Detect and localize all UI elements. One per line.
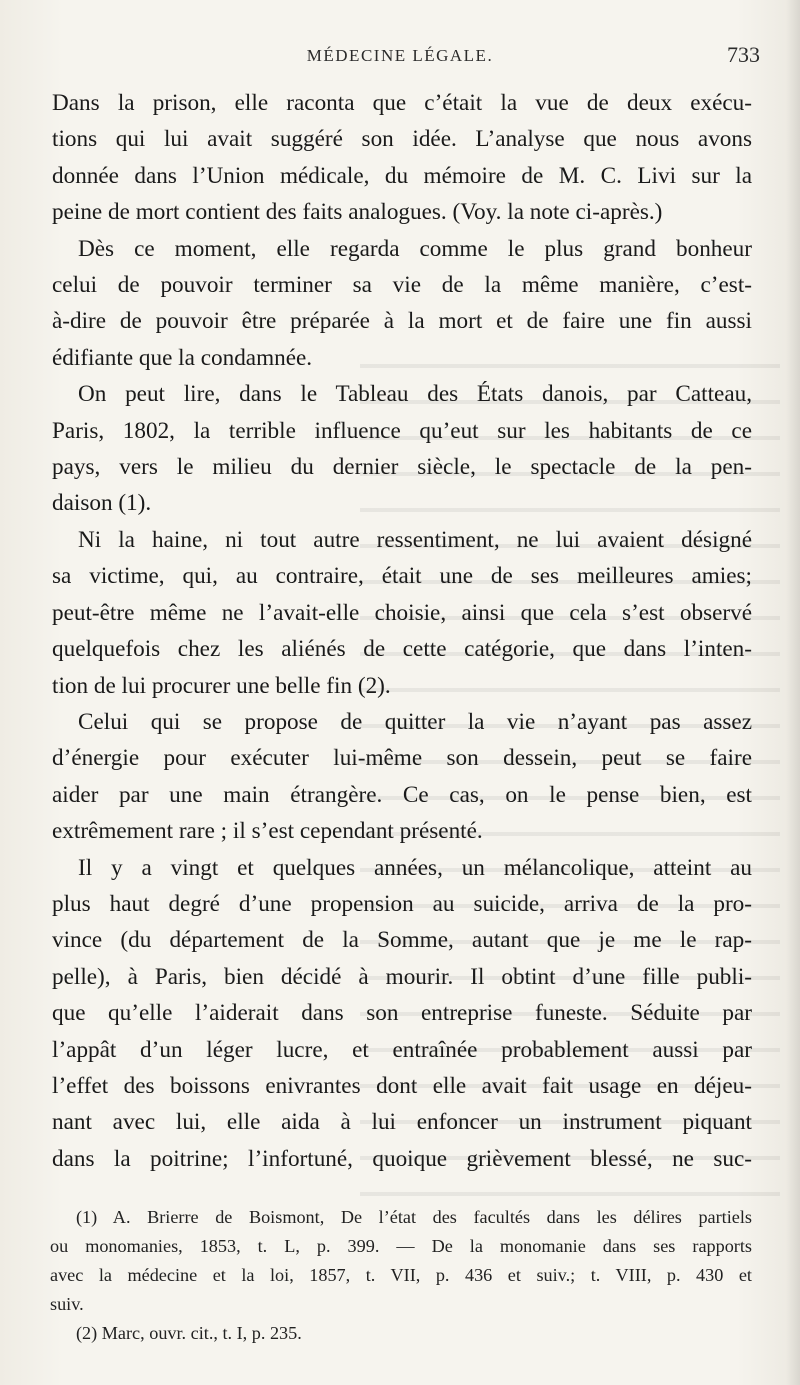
text-line: l’effet des boissons enivrantes dont elle avait fait usage en déjeu- [52, 1072, 752, 1099]
paragraph [52, 704, 752, 850]
text-line: à-dire de pouvoir être préparée à la mort et de faire une fin aussi [52, 308, 752, 335]
text-line: daison (1). [52, 490, 152, 517]
paragraph [52, 231, 752, 377]
footnote [50, 1203, 752, 1319]
text-line: extrêmement rare ; il s’est cependant présenté. [52, 818, 483, 845]
text-line: que qu’elle l’aiderait dans son entreprise funeste. Séduite par [52, 1000, 752, 1027]
body-text [52, 85, 752, 1177]
footnote-line: (1) A. Brierre de Boismont, De l’état des facultés dans les délires partiels [76, 1207, 752, 1227]
text-line: donnée dans l’Union médicale, du mémoire de M. C. Livi sur la [52, 162, 752, 189]
text-line: Dès ce moment, elle regarda comme le plus grand bonheur [78, 235, 752, 262]
text-line: pays, vers le milieu du dernier siècle, le spectacle de la pen- [52, 454, 752, 481]
page-edge-shadow [786, 0, 800, 1385]
paragraph [52, 850, 752, 1178]
text-line: peut-être même ne l’avait-elle choisie, ainsi que cela s’est observé [52, 599, 752, 626]
text-line: Celui qui se propose de quitter la vie n’ayant pas assez [78, 708, 752, 735]
text-line: pelle), à Paris, bien décidé à mourir. Il obtint d’une fille publi- [52, 963, 752, 990]
text-line: Dans la prison, elle raconta que c’était la vue de deux exécu- [52, 90, 752, 116]
text-line: dans la poitrine; l’infortuné, quoique grièvement blessé, ne suc- [52, 1145, 752, 1172]
text-line: peine de mort contient des faits analogues. (Voy. la note ci-après.) [52, 199, 663, 226]
page-header [0, 42, 800, 78]
text-line: On peut lire, dans le Tableau des États danois, par Catteau, [78, 381, 752, 408]
text-line: l’appât d’un léger lucre, et entraînée probablement aussi par [52, 1036, 752, 1063]
text-line: tions qui lui avait suggéré son idée. L’analyse que nous avons [52, 126, 752, 153]
text-line: aider par une main étrangère. Ce cas, on le pense bien, est [52, 781, 752, 808]
footnote-line: avec la médecine et la loi, 1857, t. VII, p. 436 et suiv.; t. VIII, p. 430 et [50, 1265, 752, 1285]
text-line: Paris, 1802, la terrible influence qu’eut sur les habitants de ce [52, 417, 752, 444]
text-line: plus haut degré d’une propension au suicide, arriva de la pro- [52, 890, 752, 917]
text-line: vince (du département de la Somme, autant que je me le rap- [52, 927, 752, 954]
paragraph [52, 376, 752, 522]
paragraph [52, 85, 752, 231]
text-line: Ni la haine, ni tout autre ressentiment, ne lui avaient désigné [78, 526, 752, 553]
text-line: quelquefois chez les aliénés de cette catégorie, que dans l’inten- [52, 636, 752, 663]
text-line: sa victime, qui, au contraire, était une de ses meilleures amies; [52, 563, 752, 590]
footnote-line: (2) Marc, ouvr. cit., t. I, p. 235. [76, 1323, 302, 1343]
text-line: d’énergie pour exécuter lui-même son dessein, peut se faire [52, 745, 752, 772]
footnotes [50, 1203, 752, 1348]
text-line: nant avec lui, elle aida à lui enfoncer un instrument piquant [52, 1109, 752, 1136]
footnote [50, 1319, 752, 1348]
footnote-line: suiv. [50, 1294, 84, 1314]
text-line: celui de pouvoir terminer sa vie de la même manière, c’est- [52, 272, 752, 299]
page-number: 733 [727, 42, 760, 67]
paragraph [52, 522, 752, 704]
text-line: Il y a vingt et quelques années, un mélancolique, atteint au [78, 854, 752, 881]
footnote-line: ou monomanies, 1853, t. L, p. 399. — De la monomanie dans ses rapports [50, 1236, 752, 1256]
text-line: tion de lui procurer une belle fin (2). [52, 672, 391, 699]
running-title: MÉDECINE LÉGALE. [306, 46, 494, 65]
text-line: édifiante que la condamnée. [52, 344, 313, 371]
